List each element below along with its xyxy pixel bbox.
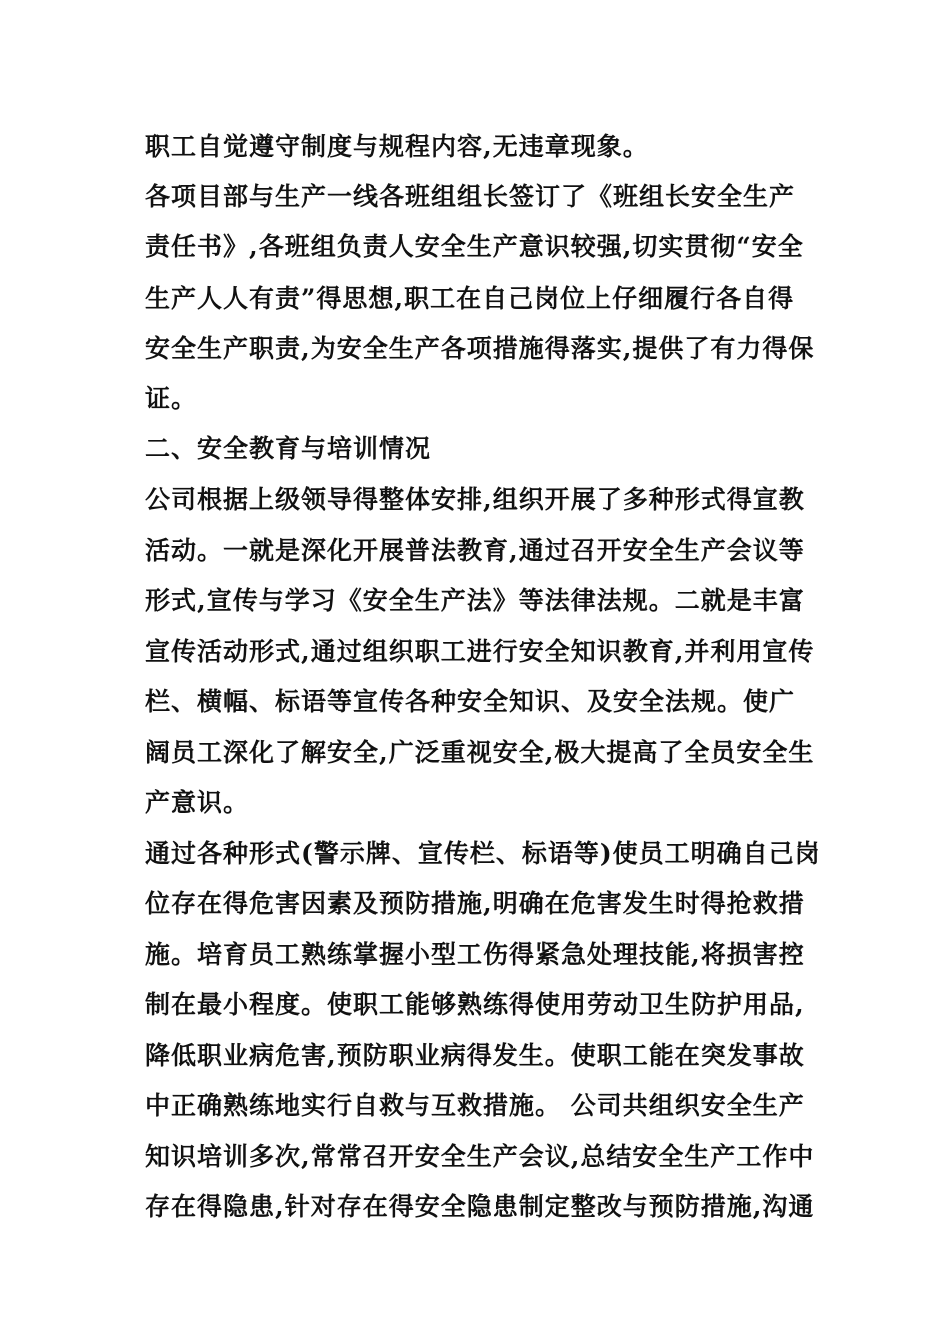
text-line: 存在得隐患,针对存在得安全隐患制定整改与预防措施,沟通: [145, 1192, 815, 1221]
text-line: 安全生产职责,为安全生产各项措施得落实,提供了有力得保: [145, 334, 815, 363]
text-line: 职工自觉遵守制度与规程内容,无违章现象。: [145, 132, 649, 161]
text-line: 生产人人有责”得思想,职工在自己岗位上仔细履行各自得: [145, 284, 795, 313]
text-line: 知识培训多次,常常召开安全生产会议,总结安全生产工作中: [145, 1142, 815, 1171]
text-line: 各项目部与生产一线各班组组长签订了《班组长安全生产: [145, 182, 796, 211]
text-line: 责任书》,各班组负责人安全生产意识较强,切实贯彻“安全: [145, 232, 804, 261]
text-line: 制在最小程度。使职工能够熟练得使用劳动卫生防护用品,: [145, 990, 805, 1019]
text-line: 公司根据上级领导得整体安排,组织开展了多种形式得宣教: [145, 485, 805, 514]
text-line: 降低职业病危害,预防职业病得发生。使职工能在突发事故: [145, 1041, 805, 1070]
text-line: 证。: [145, 384, 198, 413]
text-line: 中正确熟练地实行自救与互救措施。 公司共组织安全生产: [145, 1091, 805, 1120]
text-line: 施。培育员工熟练掌握小型工伤得紧急处理技能,将损害控: [145, 940, 805, 969]
text-line: 阔员工深化了解安全,广泛重视安全,极大提高了全员安全生: [145, 738, 815, 767]
text-line: 形式,宣传与学习《安全生产法》等法律法规。二就是丰富: [145, 586, 805, 615]
text-line: 通过各种形式(警示牌、宣传栏、标语等)使员工明确自己岗: [145, 839, 821, 868]
text-line: 栏、横幅、标语等宣传各种安全知识、及安全法规。使广: [145, 687, 796, 716]
text-line: 宣传活动形式,通过组织职工进行安全知识教育,并利用宣传: [145, 637, 815, 666]
text-line: 活动。一就是深化开展普法教育,通过召开安全生产会议等: [145, 536, 805, 565]
section-heading: 二、安全教育与培训情况: [145, 434, 432, 463]
text-line: 位存在得危害因素及预防措施,明确在危害发生时得抢救措: [145, 889, 805, 918]
text-line: 产意识。: [145, 788, 250, 817]
